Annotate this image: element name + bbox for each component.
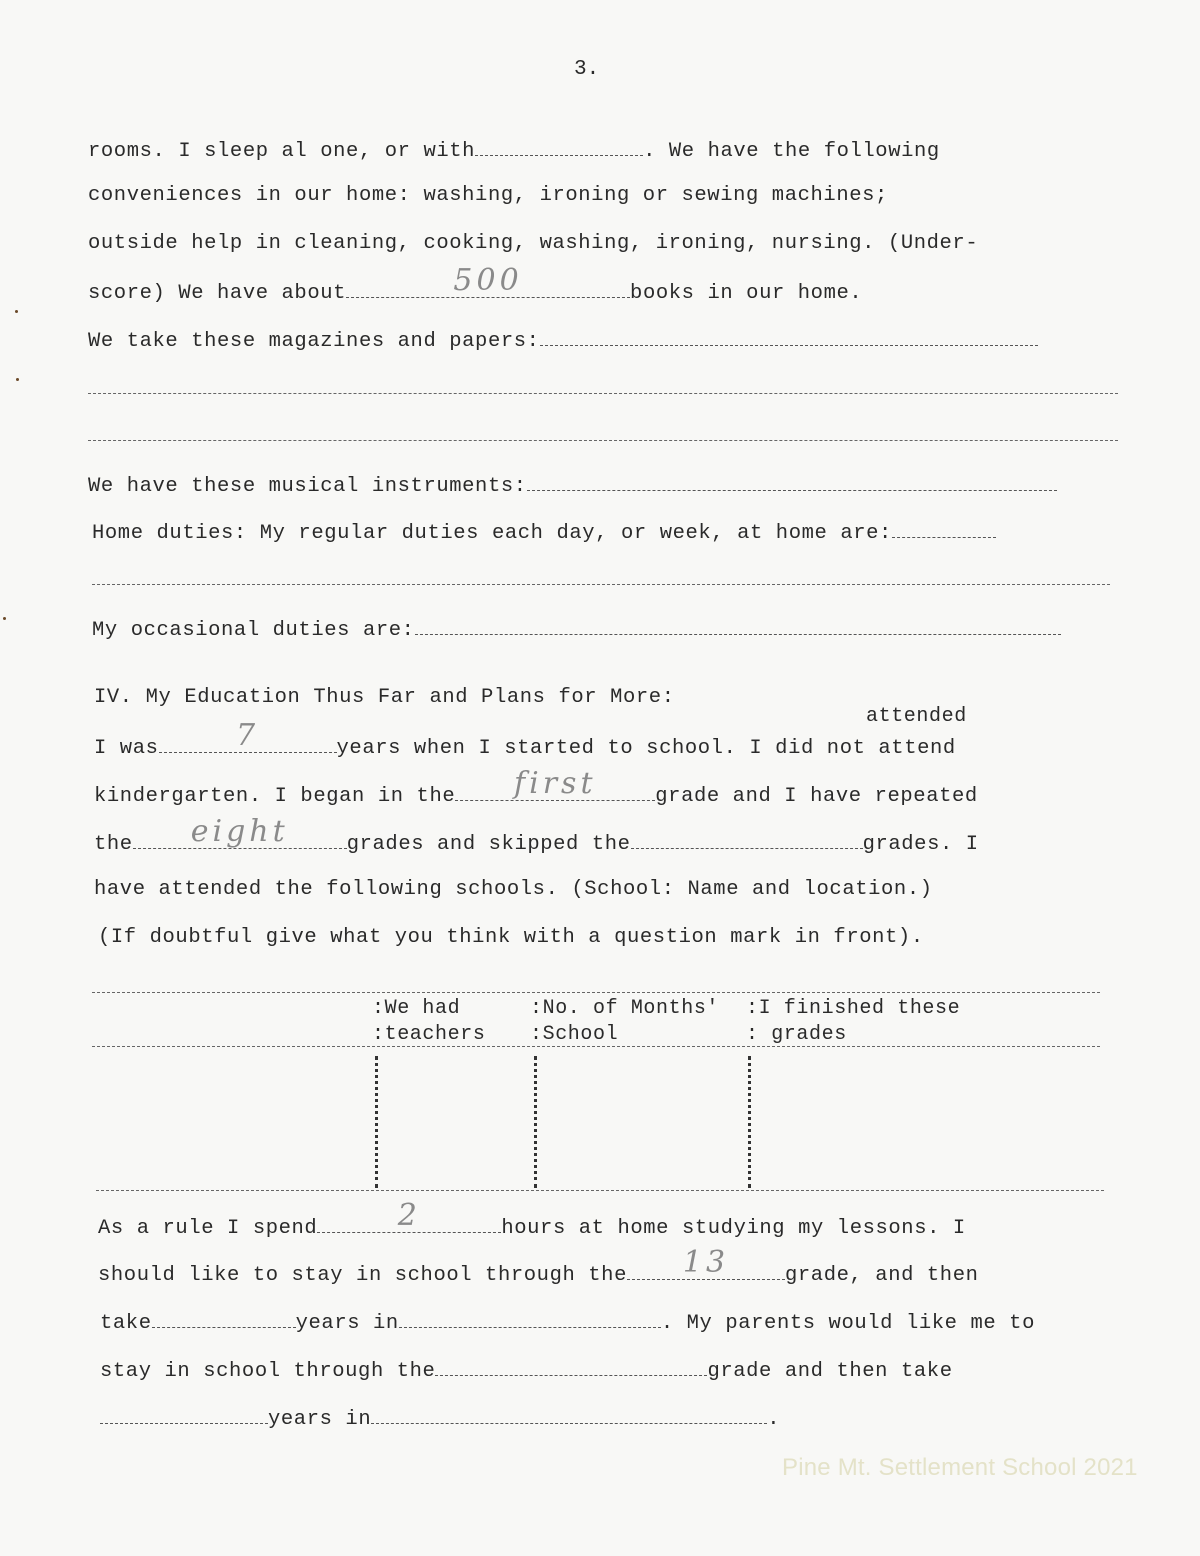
repeated-grades-line <box>94 814 979 857</box>
magazines-continuation-line-2[interactable] <box>88 440 1118 441</box>
table-top-rule <box>92 992 1100 993</box>
table-bottom-rule <box>96 1190 1104 1191</box>
text: should like to stay in school through the <box>98 1264 627 1287</box>
header-text: :School <box>530 1023 619 1046</box>
repeated-grades-value: eight <box>190 814 289 849</box>
text: grade, and then <box>784 1264 979 1287</box>
conveniences-line: conveniences in our home: washing, ironing or sewing machines; <box>88 184 888 207</box>
text: years when I started to school. I did not attend <box>336 737 956 760</box>
regular-duties-continuation-line[interactable] <box>92 584 1110 585</box>
text: books in our home. <box>630 282 863 305</box>
text: hours at home studying my lessons. I <box>501 1217 966 1240</box>
header-text: :teachers <box>372 1023 486 1046</box>
text: years in <box>268 1408 372 1431</box>
books-line <box>88 263 863 306</box>
regular-duties-line <box>92 519 996 546</box>
desired-grade-value: 13 <box>682 1245 730 1280</box>
sleep-with-blank[interactable] <box>475 137 643 156</box>
repeated-grades-field[interactable] <box>133 814 347 849</box>
text: . My parents would like me to <box>660 1312 1035 1335</box>
magazines-field[interactable] <box>540 327 1038 346</box>
text: . <box>767 1408 781 1431</box>
header-text: : grades <box>746 1023 847 1046</box>
text: score) We have about <box>88 282 347 305</box>
text: kindergarten. I began in the <box>94 785 456 808</box>
magazines-line <box>88 327 1038 354</box>
magazines-label: We take these magazines and papers: <box>88 330 540 353</box>
inserted-word: attended <box>866 705 967 728</box>
section-heading: IV. My Education Thus Far and Plans for More: <box>94 686 675 709</box>
age-started-line <box>94 718 956 761</box>
sleep-line <box>88 137 940 164</box>
parents-years-field[interactable] <box>100 1405 268 1424</box>
text: grades. I <box>862 833 979 856</box>
text: grade and then take <box>707 1360 953 1383</box>
instruments-line <box>88 472 1057 499</box>
paper-speck <box>15 310 18 313</box>
magazines-continuation-line-1[interactable] <box>88 393 1118 394</box>
paper-speck <box>16 378 19 381</box>
parents-years-line <box>100 1405 780 1432</box>
regular-duties-label: Home duties: My regular duties each day, or week, at home are: <box>92 522 892 545</box>
column-divider <box>375 1056 384 1188</box>
field-of-study-field[interactable] <box>399 1309 661 1328</box>
text: stay in school through the <box>100 1360 436 1383</box>
text: the <box>94 833 133 856</box>
age-started-field[interactable] <box>159 718 337 753</box>
years-in-line <box>100 1309 1035 1336</box>
study-hours-value: 2 <box>397 1198 421 1233</box>
began-grade-field[interactable] <box>455 766 655 801</box>
header-text: :No. of Months' <box>530 997 720 1020</box>
outside-help-line: outside help in cleaning, cooking, washing, ironing, nursing. (Under- <box>88 232 979 255</box>
parents-grade-field[interactable] <box>435 1357 707 1376</box>
instruments-field[interactable] <box>527 472 1057 491</box>
schools-intro-line: have attended the following schools. (School: Name and location.) <box>94 878 933 901</box>
text: I was <box>94 737 159 760</box>
parents-grade-line <box>100 1357 953 1384</box>
doubtful-note-line: (If doubtful give what you think with a question mark in front). <box>98 926 924 949</box>
years-field[interactable] <box>152 1309 296 1328</box>
column-divider <box>534 1056 543 1188</box>
regular-duties-field[interactable] <box>892 519 996 538</box>
column-divider <box>748 1056 757 1188</box>
header-text: :We had <box>372 997 461 1020</box>
began-grade-line <box>94 766 978 809</box>
header-text: :I finished these <box>746 997 961 1020</box>
occasional-duties-label: My occasional duties are: <box>92 619 415 642</box>
study-hours-field[interactable] <box>317 1198 501 1233</box>
occasional-duties-field[interactable] <box>415 616 1061 635</box>
watermark: Pine Mt. Settlement School 2021 <box>782 1454 1138 1481</box>
text: grade and I have repeated <box>655 785 978 808</box>
books-count-value: 500 <box>453 263 523 298</box>
col-header-months <box>530 996 719 1048</box>
instruments-label: We have these musical instruments: <box>88 475 527 498</box>
paper-speck <box>3 617 6 620</box>
study-hours-line <box>98 1198 966 1241</box>
began-grade-value: first <box>514 766 597 801</box>
occasional-duties-line <box>92 616 1061 643</box>
text: years in <box>295 1312 399 1335</box>
page-number: 3. <box>574 58 600 81</box>
text: As a rule I spend <box>98 1217 318 1240</box>
desired-grade-field[interactable] <box>627 1245 785 1280</box>
text: rooms. I sleep al one, or with <box>88 140 476 163</box>
skipped-grades-field[interactable] <box>631 830 863 849</box>
age-started-value: 7 <box>235 718 260 753</box>
parents-field-of-study-field[interactable] <box>371 1405 767 1424</box>
desired-grade-line <box>98 1245 979 1288</box>
books-count-field[interactable] <box>346 263 630 298</box>
table-header-rule <box>92 1046 1100 1047</box>
text: grades and skipped the <box>346 833 631 856</box>
text: take <box>100 1312 152 1335</box>
col-header-grades <box>746 996 960 1048</box>
col-header-teachers <box>372 996 485 1048</box>
text: . We have the following <box>643 140 940 163</box>
